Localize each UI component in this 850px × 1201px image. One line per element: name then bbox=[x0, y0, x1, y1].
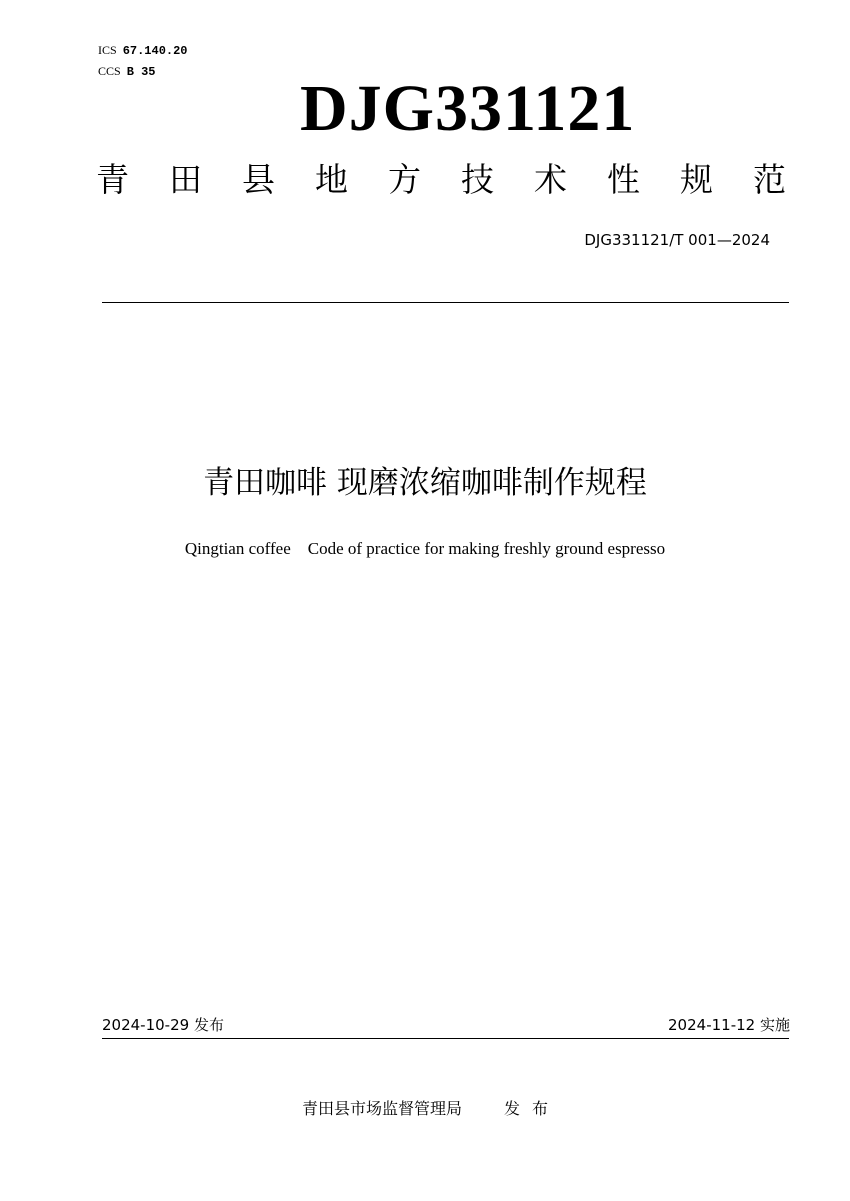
implement-date-label: 实施 bbox=[759, 1016, 790, 1034]
implement-date bbox=[668, 1014, 790, 1036]
standard-code: DJG331121 bbox=[300, 72, 636, 145]
implement-date-value: 2024-11-12 bbox=[668, 1016, 756, 1034]
standard-number: DJG331121/T 001—2024 bbox=[584, 231, 770, 249]
top-divider bbox=[102, 302, 789, 303]
issuer-action-1: 发 bbox=[503, 1099, 520, 1118]
ics-label: ICS bbox=[98, 43, 117, 57]
standard-type-char: 青 bbox=[96, 160, 129, 199]
document-title-en: Qingtian coffee Code of practice for making freshly ground espresso bbox=[184, 539, 666, 558]
standard-type-char: 术 bbox=[534, 160, 567, 199]
issue-date bbox=[102, 1014, 224, 1036]
standard-type-char: 规 bbox=[680, 160, 713, 199]
standard-type-char: 田 bbox=[169, 160, 202, 199]
issue-date-label: 发布 bbox=[193, 1016, 224, 1034]
standard-type-char: 地 bbox=[315, 160, 348, 199]
issuer-action-2: 布 bbox=[532, 1099, 549, 1118]
standard-type-char: 县 bbox=[242, 160, 275, 199]
ics-value: 67.140.20 bbox=[122, 44, 188, 58]
ccs-label: CCS bbox=[98, 64, 121, 78]
ccs-code bbox=[98, 63, 156, 80]
standard-type-char: 技 bbox=[461, 160, 494, 199]
document-title-cn: 青田咖啡 现磨浓缩咖啡制作规程 bbox=[203, 465, 647, 501]
ccs-value: B 35 bbox=[126, 65, 156, 79]
issuer-name: 青田县市场监督管理局 bbox=[301, 1099, 462, 1118]
standard-type bbox=[96, 160, 786, 200]
standard-type-char: 方 bbox=[388, 160, 421, 199]
ics-code bbox=[98, 42, 188, 59]
standard-type-char: 性 bbox=[607, 160, 640, 199]
issue-date-value: 2024-10-29 bbox=[102, 1016, 190, 1034]
issuer-line bbox=[0, 1098, 850, 1120]
standard-type-char: 范 bbox=[753, 160, 786, 199]
bottom-divider bbox=[102, 1038, 789, 1039]
